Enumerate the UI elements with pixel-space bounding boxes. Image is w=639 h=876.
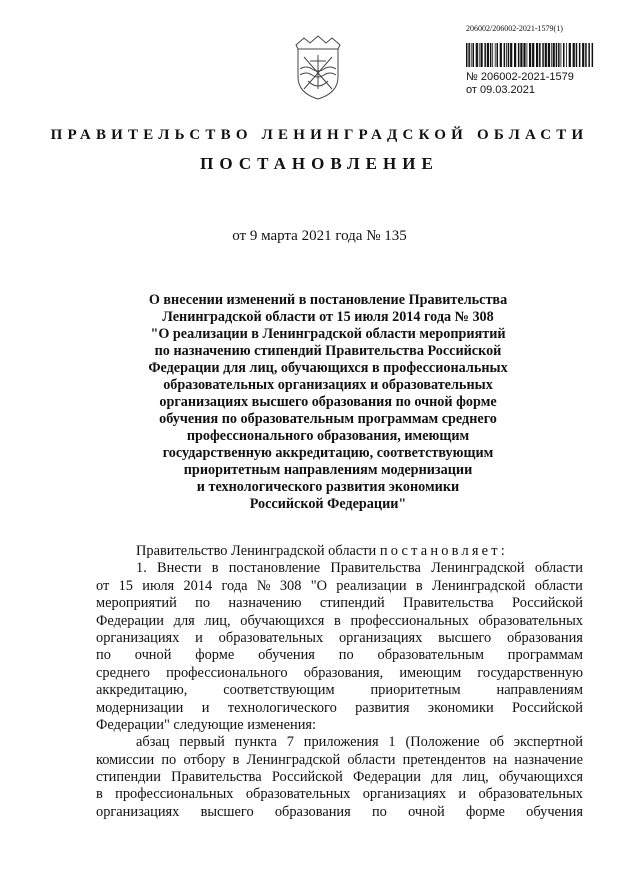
title-line: Российской Федерации" [249, 496, 407, 512]
intro-verb: постановляет: [379, 543, 508, 559]
body-line: Федерации для лиц, обучающихся в профессиональных образовательных [96, 612, 583, 629]
document-body [96, 543, 583, 821]
title-line: приоритетным направлениям модернизации [183, 462, 473, 478]
body-line: в профессиональных образовательных организациях и образовательных [96, 786, 583, 803]
body-line: Федерации" следующие изменения: [96, 716, 317, 733]
document-dateline: от 9 марта 2021 года № 135 [232, 228, 407, 244]
registration-number: № 206002-2021-1579 [466, 71, 574, 83]
title-line: и технологического развития экономики [196, 479, 460, 495]
title-line: образовательных организациях и образовательных [163, 377, 493, 393]
title-line: "О реализации в Ленинградской области мероприятий [150, 326, 506, 342]
coat-of-arms-icon [290, 35, 346, 103]
title-line: О внесении изменений в постановление Правительства [148, 292, 508, 308]
title-line: Ленинградской области от 15 июля 2014 года № 308 [162, 309, 494, 325]
registration-stamp [466, 71, 574, 97]
body-line: модернизации и технологического развития экономики Российской [96, 699, 583, 716]
body-line: среднего профессионального образования, имеющим государственную [96, 664, 583, 681]
document-type: ПОСТАНОВЛЕНИЕ [200, 154, 439, 173]
body-line: от 15 июля 2014 года № 308 "О реализации в Ленинградской области [96, 577, 583, 594]
intro-text: Правительство Ленинградской области [136, 543, 380, 559]
body-line: 1. Внести в постановление Правительства Ленинградской области [136, 560, 583, 577]
body-line: стипендии Правительства Российской Федерации для лиц, обучающихся [96, 769, 583, 786]
title-line: обучения по образовательным программам среднего [159, 411, 497, 427]
document-title [140, 292, 516, 513]
body-line: организациях высшего образования по очной форме обучения [96, 803, 583, 820]
title-line: по назначению стипендий Правительства Российской [154, 343, 502, 359]
title-line: государственную аккредитацию, соответствующим [162, 445, 494, 461]
title-line: организациях высшего образования по очной форме [159, 394, 497, 410]
body-line: мероприятий по назначению стипендий Правительства Российской [96, 595, 583, 612]
barcode-icon [466, 43, 594, 67]
registration-date: от 09.03.2021 [466, 84, 536, 96]
body-line: аккредитацию, соответствующим приоритетным направлениям [96, 682, 583, 699]
body-line: по очной форме обучения по образовательным программам [96, 647, 583, 664]
title-line: Федерации для лиц, обучающихся в профессиональных [148, 360, 508, 376]
registration-code-top: 206002/206002-2021-1579(1) [466, 24, 563, 33]
body-line: комиссии по отбору в Ленинградской области претендентов на назначение [96, 751, 583, 768]
intro-line [96, 543, 583, 560]
government-name: ПРАВИТЕЛЬСТВО ЛЕНИНГРАДСКОЙ ОБЛАСТИ [50, 127, 589, 143]
body-line: абзац первый пункта 7 приложения 1 (Положение об экспертной [136, 734, 583, 751]
title-line: профессионального образования, имеющим [186, 428, 470, 444]
body-line: организациях и образовательных организациях высшего образования [96, 629, 583, 646]
